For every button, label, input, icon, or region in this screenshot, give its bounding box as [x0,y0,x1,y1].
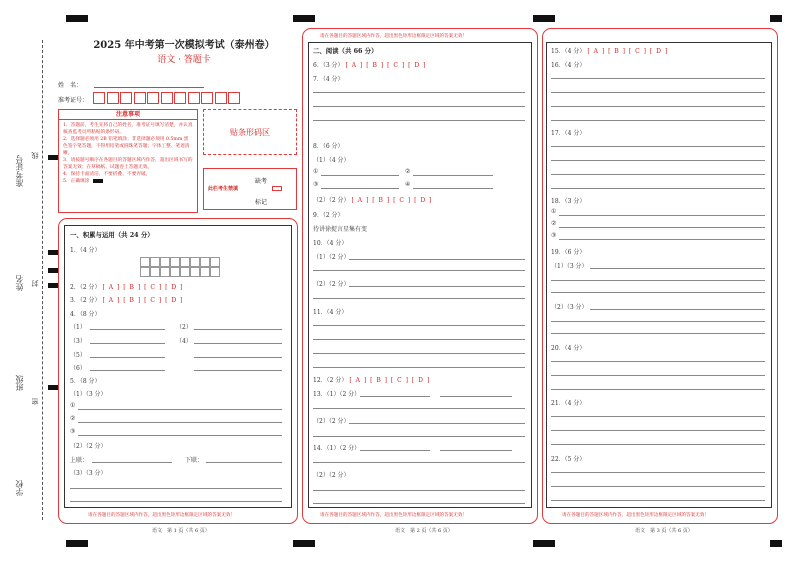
character-cell[interactable] [150,257,160,267]
question-label: 17．（4 分） [551,130,586,137]
page-number: 语文 第 3 页（共 6 页） [635,528,693,534]
answer-line[interactable] [551,389,765,390]
sub-label: （1）（2 分） [313,254,350,261]
answer-line[interactable] [551,160,765,161]
character-cell[interactable] [210,257,220,267]
answer-line[interactable] [349,423,525,424]
answer-line[interactable] [70,488,282,489]
answer-line[interactable] [313,339,525,340]
boundary-warning: 请在各题目的答题区域内作答，超出黑色矩形边框限定区域的答案无效！ [88,513,236,518]
answer-line[interactable] [349,286,525,287]
sub-label: （5） [70,352,86,359]
answer-line[interactable] [360,396,430,397]
notice-item: 4．保持卡面清洁，不要折叠、不要弄破。 [63,172,151,177]
character-cell[interactable] [200,267,210,277]
answer-line[interactable] [590,268,765,269]
answer-line[interactable] [90,357,165,358]
answer-line[interactable] [551,292,765,293]
answer-region-3 [546,42,772,508]
section-title: 一、积累与运用（共 24 分） [70,231,154,239]
timing-mark [770,15,782,22]
question-label: 21．（4 分） [551,400,586,407]
exam-id-digit-box[interactable] [161,92,173,104]
exam-id-digit-box[interactable] [201,92,213,104]
question-label: 20．（4 分） [551,345,586,352]
exam-id-digit-box[interactable] [174,92,186,104]
sub-label: （1） [70,324,86,331]
answer-line[interactable] [413,188,493,189]
timing-mark [66,15,88,22]
exam-id-digit-box[interactable] [228,92,240,104]
answer-line[interactable] [313,92,525,93]
answer-line[interactable] [551,321,765,322]
sub-label: （2）（2 分） [313,281,350,288]
choice-options[interactable]: [ A ] [ B ] [ C ] [ D ] [587,48,669,55]
notice-item: 2．选择题必须用 2B 铅笔填涂；非选择题必须用 0.5mm 黑色签字笔答题，不得用铅笔或圆珠笔答题；字体工整、笔迹清晰。 [63,137,190,156]
answer-region-2 [308,42,532,508]
sub-label: （2）（3 分） [551,304,588,311]
answer-line[interactable] [551,92,765,93]
answer-line[interactable] [194,329,282,330]
character-cell[interactable] [140,257,150,267]
answer-line[interactable] [313,298,525,299]
circled-number: ② [405,168,411,175]
question-label: 12．（2 分） [ A ] [ B ] [ C ] [ D ] [313,377,431,384]
sub-label: （6） [70,365,86,372]
exam-id-digit-box[interactable] [147,92,159,104]
circled-number: ③ [70,428,76,435]
circled-number: ② [551,220,557,227]
choice-options[interactable]: [ A ] [ B ] [ C ] [ D ] [102,297,184,304]
question-label: 14．（1）（2 分） [313,445,361,452]
question-label: 5．（8 分） [70,378,101,385]
answer-line[interactable] [551,120,765,121]
question-label: 15．（4 分） [ A ] [ B ] [ C ] [ D ] [551,48,669,55]
question-label: 6．（3 分） [ A ] [ B ] [ C ] [ D ] [313,62,427,69]
sub-label: （3）（3 分） [70,470,107,477]
barcode-label: 贴条形码区 [230,127,270,137]
boundary-warning: 请在各题目的答题区域内作答，超出黑色矩形边框限定区域的答案无效！ [320,513,468,518]
answer-line[interactable] [551,333,765,334]
character-cell[interactable] [160,257,170,267]
character-cell[interactable] [180,267,190,277]
side-timing-mark [48,385,58,390]
answer-line[interactable] [551,500,765,501]
character-cell[interactable] [150,267,160,277]
side-timing-mark [48,155,58,160]
timing-mark [293,540,315,547]
question-label: 10．（4 分） [313,240,348,247]
side-label-school: 学校 [15,480,24,496]
answer-line[interactable] [206,462,282,463]
answer-line[interactable] [413,175,493,176]
upper-couplet-label: 上联： [70,457,89,464]
answer-line[interactable] [313,367,525,368]
absent-note: 此栏考生禁填 [208,186,239,192]
page-subtitle: 语文 · 答题卡 [157,55,211,65]
page-number: 语文 第 1 页（共 6 页） [152,528,210,534]
question-label: 2．（2 分） [ A ] [ B ] [ C ] [ D ] [70,284,184,291]
sub-label: （2）（2 分） [313,472,350,479]
answer-line[interactable] [194,357,282,358]
answer-line[interactable] [551,146,765,147]
sub-label: （3） [70,338,86,345]
sub-label: （1）（3 分） [551,263,588,270]
side-timing-mark [48,283,58,288]
notice-title: 注意事项 [59,110,197,120]
exam-id-label: 准考证号： [58,97,89,104]
choice-options[interactable]: [ A ] [ B ] [ C ] [ D ] [349,377,431,384]
answer-line[interactable] [78,409,282,410]
boundary-warning: 请在各题目的答题区域内作答，超出黑色矩形边框限定区域的答案无效！ [562,513,710,518]
answer-line[interactable] [194,370,282,371]
answer-line[interactable] [313,325,525,326]
answer-line[interactable] [551,486,765,487]
page-title: 2025 年中考第一次模拟考试（泰州卷） [93,40,275,51]
answer-line[interactable] [321,188,399,189]
boundary-warning: 请在各题目的答题区域内作答，超出黑色矩形边框限定区域的答案无效！ [320,34,468,39]
absent-checkbox[interactable] [272,186,282,191]
answer-line[interactable] [349,259,525,260]
choice-options[interactable]: [ A ] [ B ] [ C ] [ D ] [345,62,427,69]
question-label: 8．（6 分） [313,143,344,150]
answer-line[interactable] [313,353,525,354]
question-label: 11．（4 分） [313,309,348,316]
choice-options[interactable]: [ A ] [ B ] [ C ] [ D ] [351,197,433,204]
notice-box [58,109,198,213]
character-cell[interactable] [170,257,180,267]
character-cell[interactable] [170,267,180,277]
question-label: 4．（8 分） [70,311,101,318]
question-label: 3．（2 分） [ A ] [ B ] [ C ] [ D ] [70,297,184,304]
answer-line[interactable] [92,462,172,463]
question-label: 9．（2 分） [313,212,344,219]
circled-number: ③ [313,181,319,188]
name-field[interactable] [94,87,204,88]
question-label: 7．（4 分） [313,76,344,83]
answer-line[interactable] [551,361,765,362]
answer-line[interactable] [313,408,525,409]
answer-line[interactable] [559,239,765,240]
character-cell[interactable] [210,267,220,277]
timing-mark [533,15,555,22]
exam-id-digit-box[interactable] [134,92,146,104]
character-cell[interactable] [140,267,150,277]
sub-label: （2）（2 分） [313,418,350,425]
section-title: 二、阅读（共 66 分） [313,47,378,55]
sub-label: （2） [176,324,192,331]
answer-line[interactable] [551,280,765,281]
character-cell[interactable] [190,267,200,277]
answer-line[interactable] [313,490,525,491]
exam-id-digit-box[interactable] [107,92,119,104]
filled-sample-mark [93,179,103,183]
side-label-name: 姓名 [15,275,24,291]
page-number: 语文 第 2 页（共 6 页） [395,528,453,534]
question-label: 16．（4 分） [551,62,586,69]
sub-label: （1）（3 分） [70,391,107,398]
answer-line[interactable] [551,444,765,445]
answer-line[interactable] [321,175,399,176]
answer-line[interactable] [78,435,282,436]
side-label-seal: 封 [31,280,39,287]
name-label: 姓 名： [58,82,83,89]
answer-line[interactable] [551,174,765,175]
circled-number: ① [313,168,319,175]
notice-item: 1．答题前，考生先将自己的姓名，准考证号填写清楚，并认真核查监考员所粘贴的条形码。 [63,123,193,135]
side-label-line: 线 [31,152,39,159]
absent-label2: 标记 [255,199,268,206]
answer-line[interactable] [440,450,512,451]
notice-item: 3．请按题号顺序在各题目的答题区域内作答，超出区域书写的答案无效；在草稿纸、试题卷上答题无效。 [63,158,193,170]
choice-options[interactable]: [ A ] [ B ] [ C ] [ D ] [102,284,184,291]
timing-mark [533,540,555,547]
absent-label: 缺考 [255,178,268,185]
sub-label: （1）（4 分） [313,157,350,164]
answer-line[interactable] [559,227,765,228]
answer-line[interactable] [70,501,282,502]
answer-line[interactable] [590,309,765,310]
exam-id-digit-box[interactable] [188,92,200,104]
sub-label: （4） [176,338,192,345]
circled-number: ② [70,415,76,422]
side-timing-mark [48,250,58,255]
answer-line[interactable] [551,430,765,431]
answer-line[interactable] [551,106,765,107]
answer-line[interactable] [360,450,430,451]
answer-line[interactable] [90,370,165,371]
side-label-exam-id: 准考证号 [15,155,24,187]
timing-mark [66,540,88,547]
exam-id-digit-box[interactable] [215,92,227,104]
answer-line[interactable] [551,375,765,376]
phrase-text: 待讲徐捉言星集有变 [313,226,368,233]
notice-item: 5．正确填涂 [63,179,90,184]
answer-line[interactable] [440,396,512,397]
sub-label: （2）（2 分） [70,443,107,450]
answer-line[interactable] [313,270,525,271]
side-label-secret: 密 [31,398,39,405]
question-label: 1．（4 分） [70,247,101,254]
barcode-area [203,109,297,155]
character-cell[interactable] [200,257,210,267]
character-cell[interactable] [180,257,190,267]
answer-line[interactable] [551,188,765,189]
timing-mark [770,540,782,547]
answer-line[interactable] [313,120,525,121]
answer-line[interactable] [551,78,765,79]
answer-line[interactable] [313,436,525,437]
exam-id-digit-box[interactable] [93,92,105,104]
answer-line[interactable] [78,422,282,423]
side-timing-mark [48,268,58,273]
side-label-class: 班级 [15,375,24,391]
question-label: 19．（6 分） [551,249,586,256]
answer-line[interactable] [559,215,765,216]
answer-line[interactable] [90,343,165,344]
answer-line[interactable] [313,503,525,504]
answer-line[interactable] [194,343,282,344]
lower-couplet-label: 下联： [185,457,204,464]
character-cell[interactable] [190,257,200,267]
circled-number: ① [551,208,557,215]
question-label: 22．（5 分） [551,456,586,463]
question-label: 13．（1）（2 分） [313,391,361,398]
circled-number: ③ [551,232,557,239]
question-label: 18．（3 分） [551,198,586,205]
answer-line[interactable] [313,462,525,463]
binding-line [42,40,43,520]
circled-number: ① [70,402,76,409]
character-cell[interactable] [160,267,170,277]
answer-line[interactable] [551,416,765,417]
answer-line[interactable] [551,472,765,473]
sub-label: （2）（2 分） [ A ] [ B ] [ C ] [ D ] [313,197,433,204]
exam-id-digit-box[interactable] [120,92,132,104]
answer-line[interactable] [313,106,525,107]
timing-mark [293,15,315,22]
answer-line[interactable] [90,329,165,330]
absent-box [203,168,297,210]
circled-number: ④ [405,181,411,188]
